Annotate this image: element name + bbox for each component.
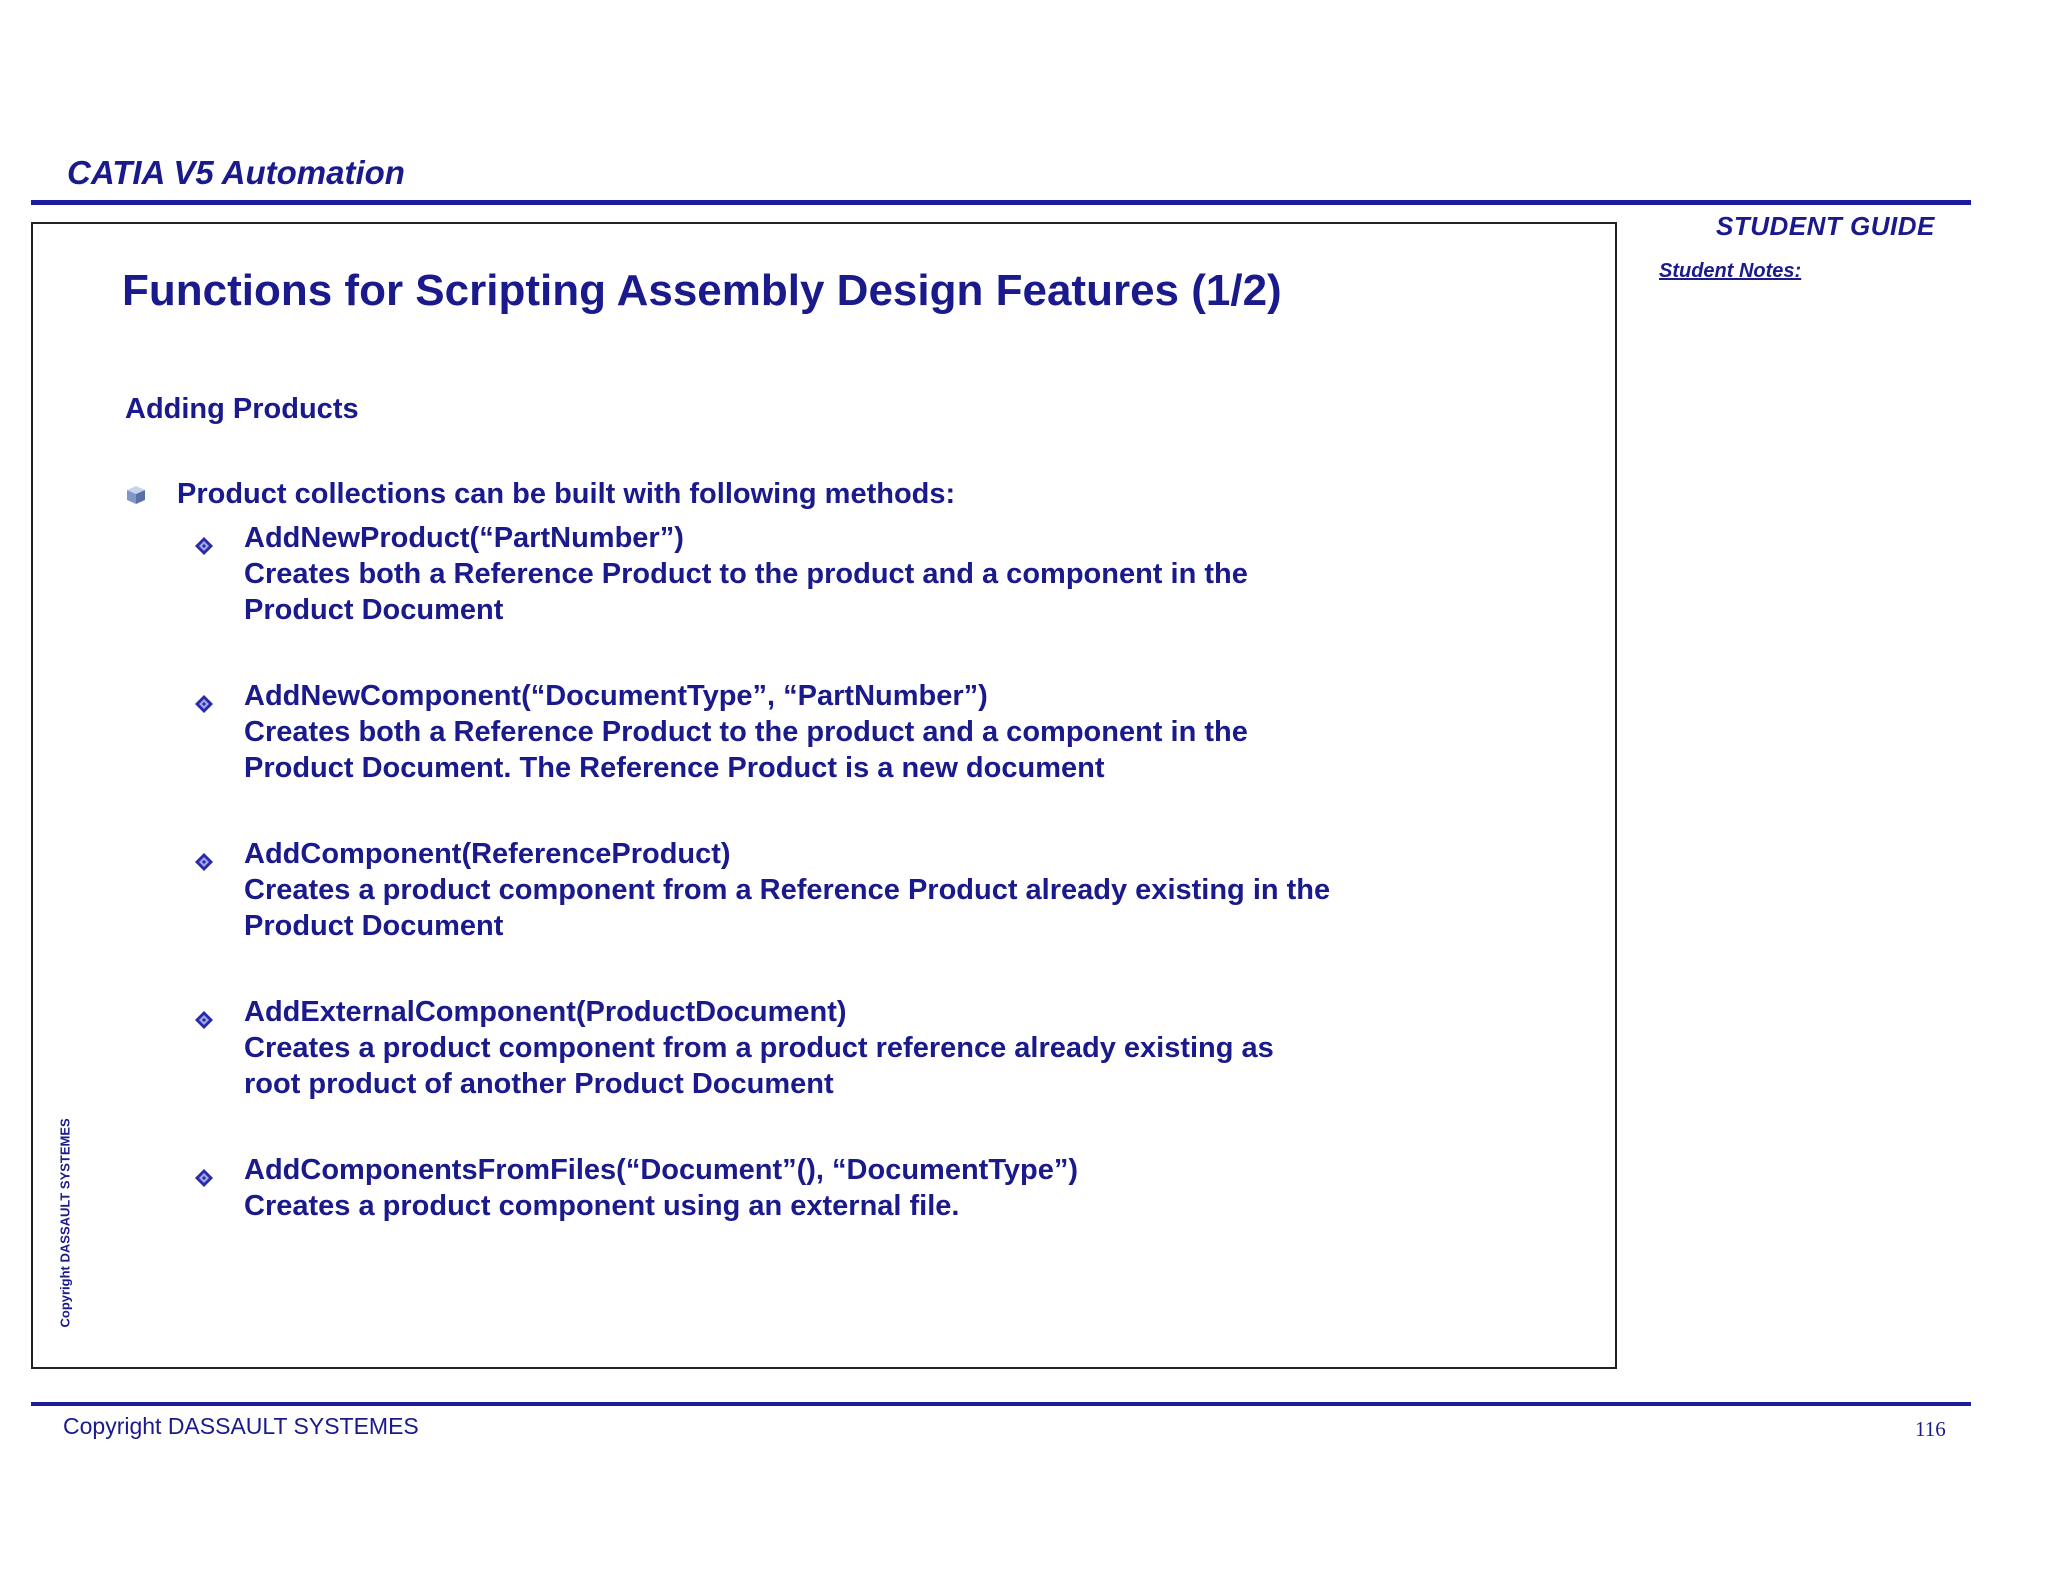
diamond-icon (194, 529, 214, 549)
diamond-icon (194, 845, 214, 865)
header-rule (31, 200, 1971, 205)
method-description: Creates both a Reference Product to the product and a component in the (244, 558, 1248, 590)
method-description: root product of another Product Document (244, 1068, 834, 1100)
method-description: Creates a product component using an external file. (244, 1190, 960, 1222)
section-heading: Adding Products (125, 393, 359, 425)
method-description: Creates a product component from a product reference already existing as (244, 1032, 1274, 1064)
diamond-icon (194, 687, 214, 707)
method-description: Product Document. The Reference Product is a new document (244, 752, 1105, 784)
method-description: Creates a product component from a Reference Product already existing in the (244, 874, 1331, 906)
diamond-icon (194, 1161, 214, 1181)
method-name: AddNewProduct(“PartNumber”) (244, 522, 684, 554)
method-list (192, 520, 1330, 1274)
bullet-item (125, 478, 955, 511)
student-guide-label: STUDENT GUIDE (1716, 211, 1935, 241)
method-name: AddComponent(ReferenceProduct) (244, 838, 731, 870)
side-copyright: Copyright DASSAULT SYSTEMES (57, 1118, 73, 1328)
method-item (192, 520, 1330, 628)
method-name: AddExternalComponent(ProductDocument) (244, 996, 847, 1028)
method-description: Creates both a Reference Product to the product and a component in the (244, 716, 1248, 748)
footer-rule (31, 1402, 1971, 1406)
method-item (192, 836, 1330, 944)
method-description: Product Document (244, 910, 504, 942)
slide-title: Functions for Scripting Assembly Design Features (1/2) (122, 266, 1282, 315)
method-name: AddNewComponent(“DocumentType”, “PartNumber”) (244, 680, 988, 712)
method-item (192, 678, 1330, 786)
method-name: AddComponentsFromFiles(“Document”(), “DocumentType”) (244, 1154, 1079, 1186)
cube-icon (125, 484, 147, 506)
document-header-title: CATIA V5 Automation (67, 154, 405, 191)
footer-copyright: Copyright DASSAULT SYSTEMES (63, 1413, 419, 1439)
page-number: 116 (1915, 1417, 1946, 1441)
bullet-text: Product collections can be built with following methods: (177, 478, 956, 510)
method-item (192, 994, 1330, 1102)
diamond-icon (194, 1003, 214, 1023)
method-description: Product Document (244, 594, 504, 626)
method-item (192, 1152, 1330, 1224)
student-notes-label: Student Notes: (1659, 260, 1802, 282)
